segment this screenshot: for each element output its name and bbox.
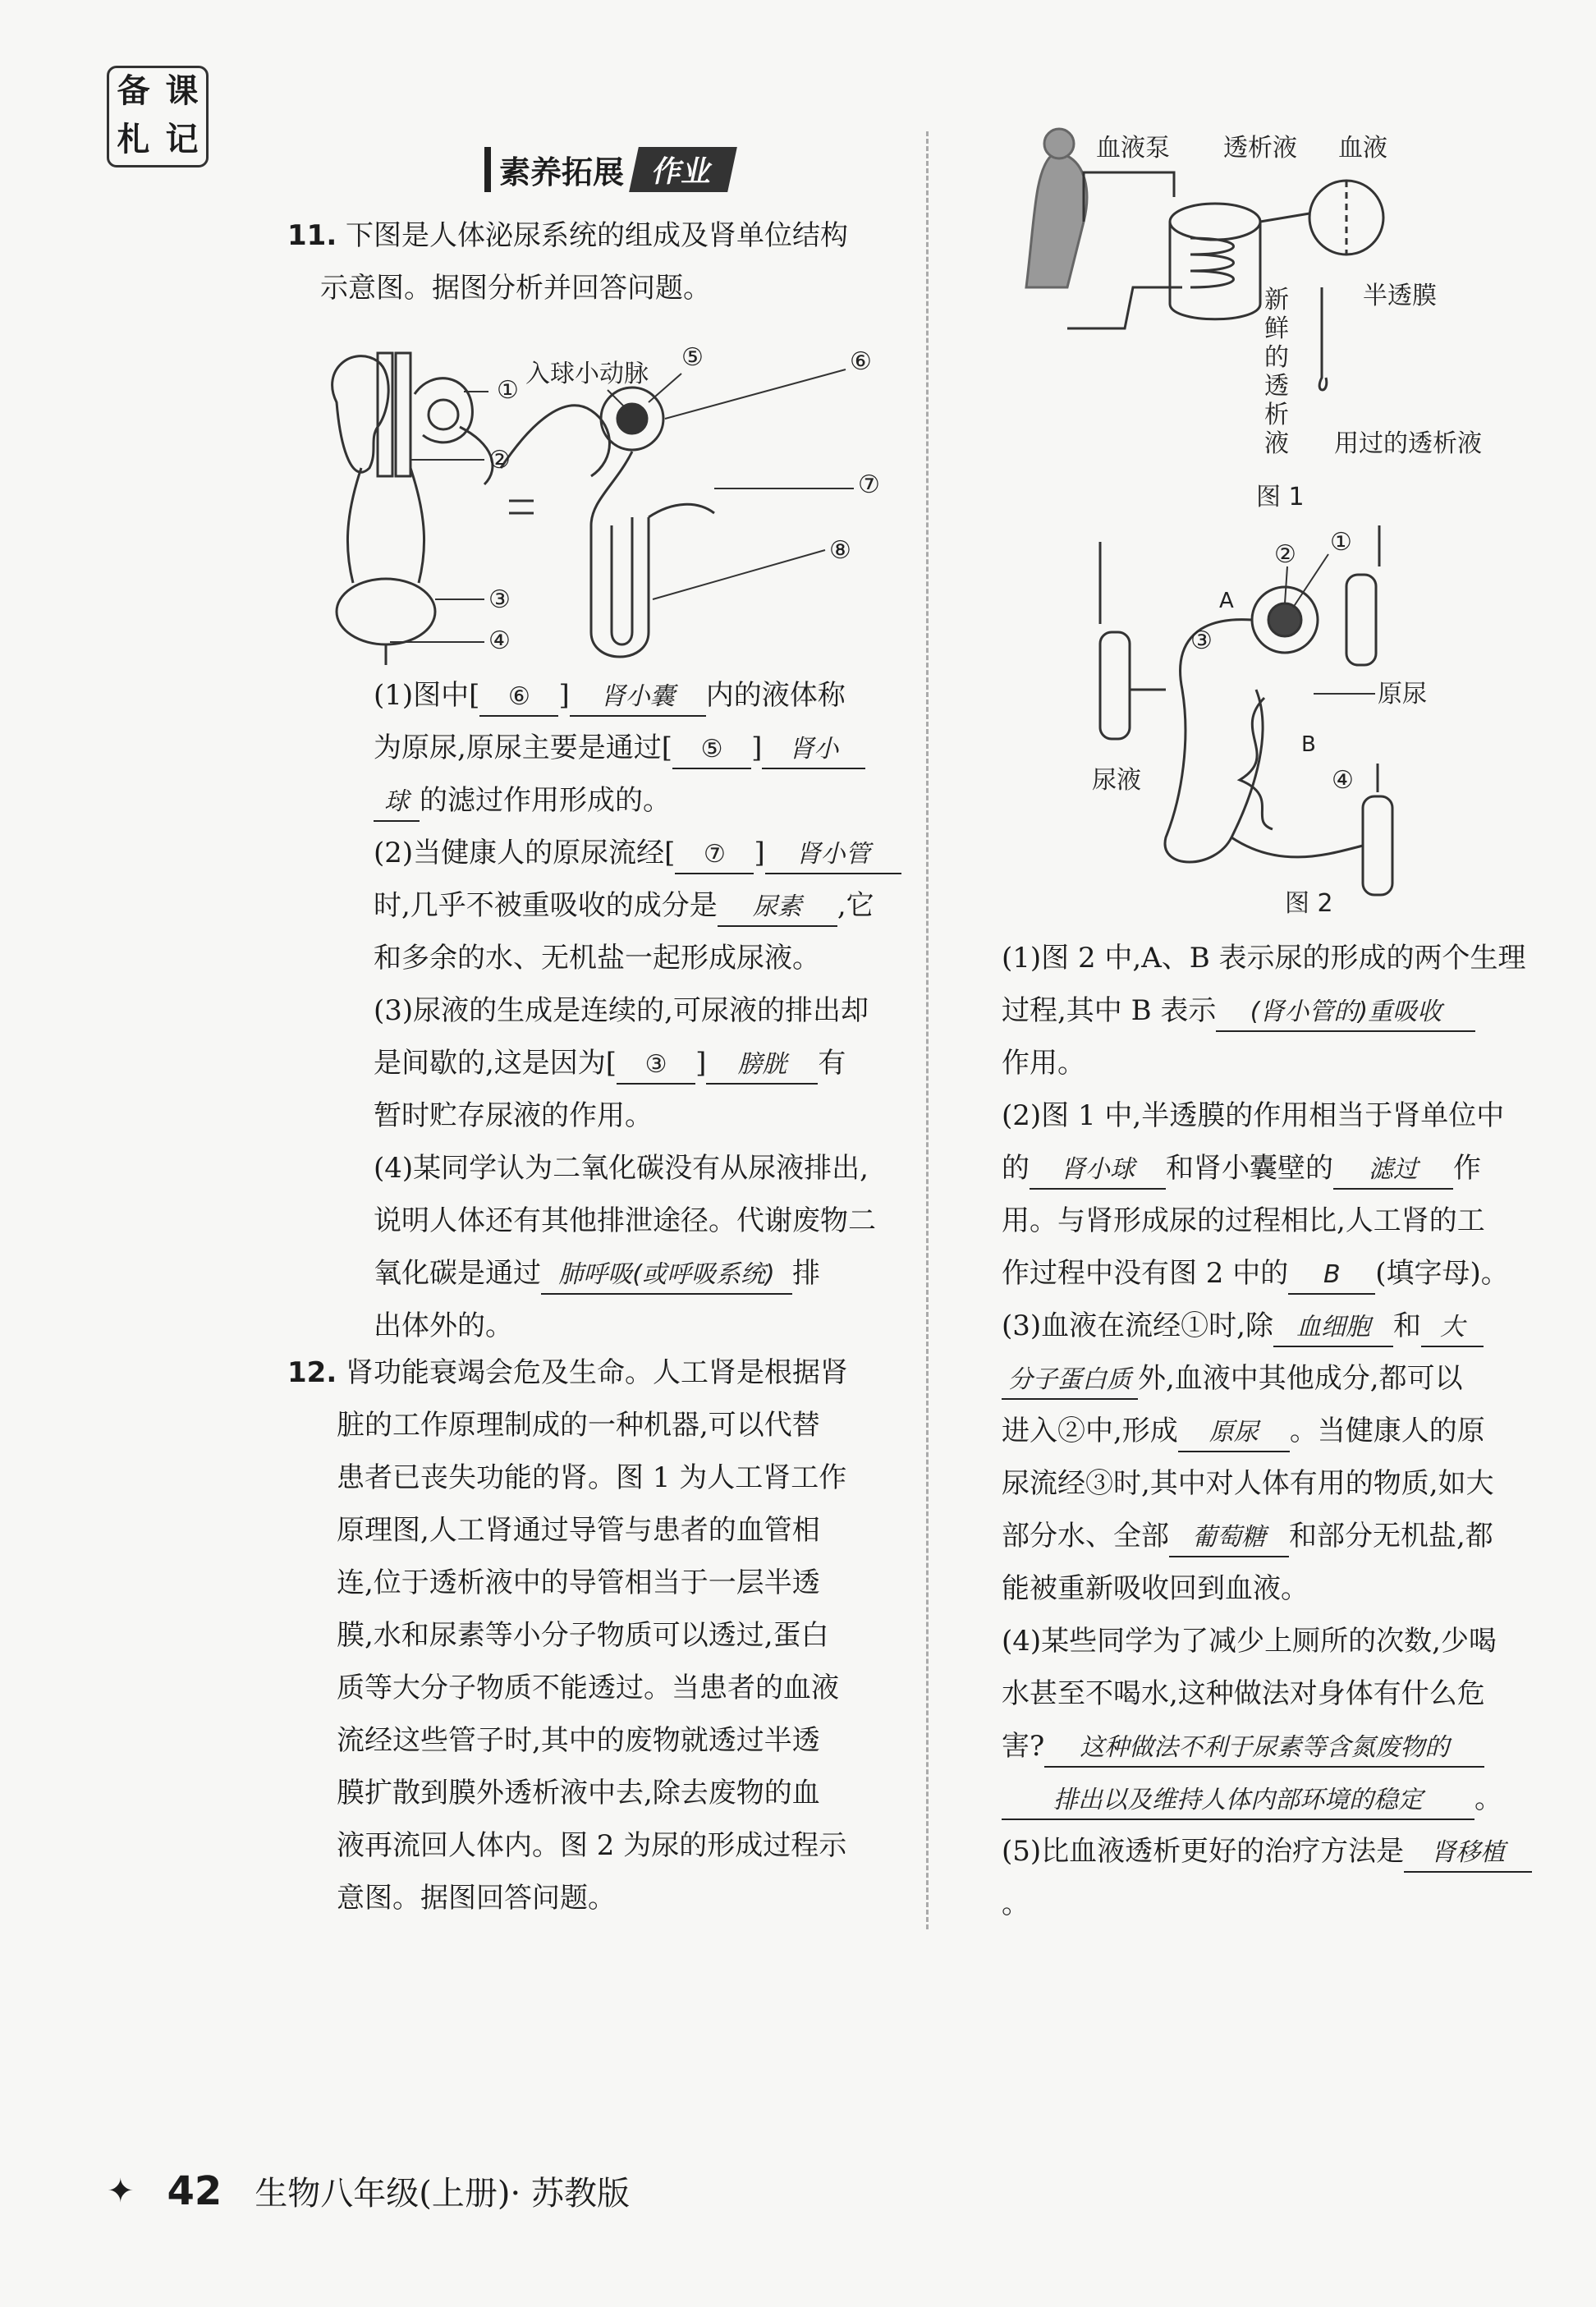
answer-blank: 尿素 <box>718 889 837 927</box>
label-6: ⑥ <box>850 347 872 376</box>
label-fresh: 新 <box>1264 286 1289 314</box>
label-4: ④ <box>488 626 511 655</box>
book-title: 生物八年级(上册)· 苏教版 <box>255 2175 630 2213</box>
box-char: 课 <box>165 71 199 110</box>
q11-part-1: (1)图中[ ⑥ ] 肾小囊 内的液体称 <box>374 669 915 722</box>
ureter-left <box>347 468 361 583</box>
answer-blank: 肾小管 <box>765 837 901 874</box>
answer-blank: 这种做法不利于尿素等含氮废物的 <box>1044 1730 1484 1768</box>
answer-blank: ⑥ <box>479 679 558 717</box>
label-1: ① <box>497 376 519 405</box>
human-silhouette <box>1026 156 1087 287</box>
q11-stem-2: 示意图。据图分析并回答问题。 <box>320 272 711 305</box>
vessel-right <box>1346 575 1376 665</box>
label-membrane: 半透膜 <box>1363 282 1437 310</box>
renal-pelvis <box>429 400 458 429</box>
vessel <box>509 501 534 513</box>
label-urine: 尿液 <box>1092 766 1141 795</box>
label-used: 用过的透析液 <box>1334 429 1482 458</box>
head <box>1044 129 1074 158</box>
q11-part-3: (3)尿液的生成是连续的,可尿液的排出却 <box>374 994 869 1027</box>
cylinder-top <box>1170 204 1260 240</box>
answer-blank: 膀胱 <box>706 1047 818 1085</box>
answer-blank: B <box>1288 1257 1375 1295</box>
tubule <box>1165 620 1263 862</box>
q11-part-4: (4)某同学认为二氧化碳没有从尿液排出, <box>374 1152 869 1185</box>
ureter-right <box>410 468 424 583</box>
column-divider <box>926 131 929 1929</box>
q12-part-2: (2)图 1 中,半透膜的作用相当于肾单位中 <box>1002 1099 1505 1132</box>
figure-2-caption: 图 2 <box>1285 889 1333 918</box>
vena-cava <box>396 353 410 476</box>
label-1: ① <box>1330 528 1352 557</box>
question-11 <box>287 209 911 314</box>
answer-blank: 葡萄糖 <box>1169 1520 1289 1557</box>
answer-blank: 大 <box>1421 1309 1484 1347</box>
label-fresh: 的 <box>1264 343 1289 372</box>
answer-blank: 肾移植 <box>1404 1835 1532 1873</box>
kidney-right <box>415 378 472 443</box>
label-fluid: 透析液 <box>1223 134 1297 163</box>
label-3: ③ <box>488 585 511 614</box>
loop <box>591 517 649 657</box>
label-5: ⑤ <box>681 343 704 372</box>
tubule-1 <box>591 452 632 525</box>
tube-in <box>1067 287 1182 328</box>
collecting <box>649 504 714 517</box>
flow-arrows <box>1100 525 1379 792</box>
question-number: 11. <box>287 219 337 252</box>
answer-blank: 排出以及维持人体内部环境的稳定 <box>1002 1782 1474 1820</box>
label-pump: 血液泵 <box>1096 134 1170 163</box>
kidney-shape <box>332 356 389 473</box>
label-fresh: 透 <box>1264 372 1289 401</box>
link-2 <box>1231 837 1363 857</box>
lesson-notes-box <box>107 66 209 167</box>
label-primary-urine: 原尿 <box>1378 680 1427 709</box>
answer-blank: 滤过 <box>1333 1152 1453 1190</box>
bladder <box>337 579 435 644</box>
loop-inner <box>612 517 632 644</box>
label-2: ② <box>1274 540 1296 569</box>
used-fluid-tube <box>1319 287 1327 390</box>
glomerulus <box>1268 603 1301 636</box>
label-fresh: 鲜 <box>1264 314 1289 343</box>
q12-part-5: (5)比血液透析更好的治疗方法是 肾移植。 <box>1002 1825 1543 1930</box>
q11-part-2: (2)当健康人的原尿流经[ ⑦ ] 肾小管 <box>374 827 915 879</box>
box-char: 备 <box>117 71 150 110</box>
label-blood: 血液 <box>1338 134 1387 163</box>
label-fresh: 液 <box>1264 429 1289 458</box>
answer-blank: 肾小球 <box>1030 1152 1166 1190</box>
page-footer <box>107 2167 630 2214</box>
q11-answers: (1)图中[ ⑥ ] 肾小囊 内的液体称 为原尿,原尿主要是通过[ ⑤ ] 肾小 球 的滤过作用形成的。 (2)当健康人的原尿流经[ ⑦ ] 肾小管 时,几乎不被重吸收的成分是 尿素 ,它 和多余的水、无机盐一起形成尿液。 (3)尿液的生成是连续的,可尿液的排出却 是间歇的,这是因为[ ③ ] 膀胱 有 暂时贮存尿液的作用。 (4)某同学认为二氧化碳没有从尿液排出, 说明人体还有其他排泄途径。代谢废物二 氧化碳是通过 肺呼吸(或呼吸系统) 排 出体外的。 <box>374 669 915 1352</box>
answer-blank: (肾小管的)重吸收 <box>1216 994 1475 1032</box>
answer-blank: 原尿 <box>1178 1415 1290 1452</box>
label-3: ③ <box>1190 626 1213 655</box>
urinary-system-figure <box>320 337 920 673</box>
coil <box>1190 238 1234 287</box>
question-12: 12. 肾功能衰竭会危及生命。人工肾是根据肾 脏的工作原理制成的一种机器,可以代替 患者已丧失功能的肾。图 1 为人工肾工作 原理图,人工肾通过导管与患者的血管相 连,位于透析液中的导管相当于一层半透 膜,水和尿素等小分子物质可以透过,蛋白 质等大分子物质不能透过。当患者的血液 流经这些管子时,其中的废物就透过半透 膜扩散到膜外透析液中去,除去废物的血 液再流回人体内。图 2 为尿的形成过程示 意图。据图回答问题。 <box>287 1356 849 1915</box>
answer-blank: 球 <box>374 784 420 822</box>
label-4: ④ <box>1332 766 1354 795</box>
tube-out <box>1084 172 1174 222</box>
arteriole <box>501 406 610 476</box>
label-fresh: 析 <box>1264 401 1289 429</box>
sparkle-icon: ✦ <box>107 2172 135 2210</box>
zoom-line <box>1260 213 1309 222</box>
label-2: ② <box>488 446 511 475</box>
label-8: ⑧ <box>829 536 851 565</box>
section-banner <box>484 148 732 190</box>
answer-blank: 肾小 <box>762 732 865 769</box>
q12-part-4: (4)某些同学为了减少上厕所的次数,少喝 <box>1002 1625 1497 1658</box>
answer-blank: 肺呼吸(或呼吸系统) <box>541 1257 792 1295</box>
label-b: B <box>1301 732 1316 757</box>
glomerulus <box>617 404 647 433</box>
q12-part-3: (3)血液在流经①时,除 血细胞 和 大 <box>1002 1300 1543 1352</box>
vessel-bottom <box>1363 796 1392 895</box>
answer-blank: ⑤ <box>672 732 751 769</box>
question-number: 12. <box>287 1356 337 1389</box>
box-char: 记 <box>165 120 199 158</box>
artificial-kidney-figure <box>1018 123 1552 517</box>
box-char: 札 <box>117 120 150 158</box>
answer-blank: ⑦ <box>675 837 754 874</box>
banner-tag: 作业 <box>629 147 737 192</box>
banner-title: 素养拓展 <box>484 147 634 192</box>
page-number: 42 <box>167 2167 222 2214</box>
q12-answers: (1)图 2 中,A、B 表示尿的形成的两个生理 过程,其中 B 表示 (肾小管的)重吸收 作用。 (2)图 1 中,半透膜的作用相当于肾单位中 的 肾小球 和肾小囊壁的 滤过 作 用。与肾形成尿的过程相比,人工肾的工 作过程中没有图 2 中的 B (填字母)。 (3)血液在流经①时,除 血细胞 和 大 分子蛋白质 外,血液中其他成分,都可以 进入②中,形成 原尿 。当健康人的原 尿流经③时,其中对人体有用的物质,如大 部分水、全部 葡萄糖 和部分无机盐,都 能被重新吸收回到血液。 (4)某些同学为了减少上厕所的次数,少喝 水甚至不喝水,这种做法对身体有什么危 害? 这种做法不利于尿素等含氮废物的 排出以及维持人体内部环境的稳定 。 (5)比血液透析更好的治疗方法是 肾移植。 <box>1002 932 1543 1930</box>
label-arteriole: 入球小动脉 <box>525 360 649 388</box>
label-a: A <box>1219 589 1234 613</box>
urine-formation-figure <box>1067 525 1543 920</box>
q12-part-1: (1)图 2 中,A、B 表示尿的形成的两个生理 <box>1002 942 1526 975</box>
q11-stem: 下图是人体泌尿系统的组成及肾单位结构 <box>346 219 849 252</box>
label-7: ⑦ <box>858 470 880 499</box>
answer-blank: 血细胞 <box>1273 1309 1393 1347</box>
answer-blank: ③ <box>617 1047 695 1085</box>
figure-1-caption: 图 1 <box>1256 483 1305 511</box>
answer-blank: 分子蛋白质 <box>1002 1362 1138 1400</box>
answer-blank: 肾小囊 <box>570 679 706 717</box>
vessel-left <box>1100 632 1130 739</box>
zoom-arrow <box>460 427 493 484</box>
